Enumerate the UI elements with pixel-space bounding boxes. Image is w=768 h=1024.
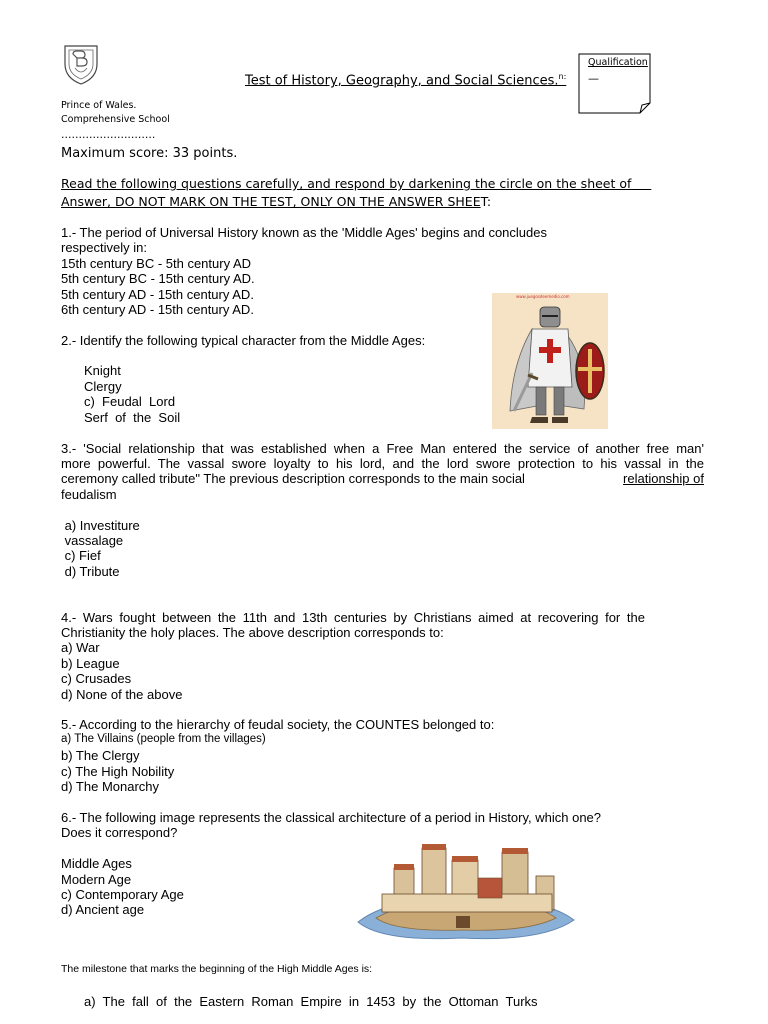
q1-stem-line1: 1.- The period of Universal History known as the 'Middle Ages' begins and concludes (61, 225, 547, 240)
q3-line2: more powerful. The vassal swore loyalty to his lord, and the lord swore protection to his vassal in the (61, 456, 704, 471)
q3-option-c: c) Fief (61, 548, 101, 563)
q4-option-b: b) League (61, 656, 120, 671)
q4-line1: 4.- Wars fought between the 11th and 13th centuries by Christians aimed at recovering for the (61, 610, 645, 625)
knight-image-caption: www.juegosdeemedio.com (516, 294, 570, 299)
q2-stem: 2.- Identify the following typical character from the Middle Ages: (61, 333, 426, 348)
q6-option-d: d) Ancient age (61, 902, 145, 917)
q2-option-a: Knight (84, 363, 121, 378)
q3-line3 (61, 471, 704, 487)
q3-option-a: a) Investiture (61, 518, 140, 533)
school-crest-icon (60, 42, 102, 86)
q6-line2: Does it correspond? (61, 825, 178, 840)
q2-option-d: Serf of the Soil (84, 410, 181, 425)
q1-option-d: 6th century AD - 15th century AD. (61, 302, 254, 317)
q3-line4: feudalism (61, 487, 117, 502)
test-title-sup: n: (558, 72, 567, 81)
q6-option-c: c) Contemporary Age (61, 887, 184, 902)
q5-option-b: b) The Clergy (61, 748, 140, 763)
qualification-value: — (588, 72, 599, 85)
q5-option-c: c) The High Nobility (61, 764, 175, 779)
q1-option-b: 5th century BC - 15th century AD. (61, 271, 255, 286)
q4-option-a: a) War (61, 640, 100, 655)
q6-line1: 6.- The following image represents the classical architecture of a period in History, which one? (61, 810, 602, 825)
school-name-line2: Comprehensive School (61, 114, 170, 125)
castle-image (352, 838, 578, 942)
instructions-line2-end: T: (480, 194, 492, 209)
q4-option-d: d) None of the above (61, 687, 183, 702)
q4-option-c: c) Crusades (61, 671, 132, 686)
q3-line1: 3.- 'Social relationship that was established when a Free Man entered the service of another free man' (61, 441, 704, 456)
q3-option-d: d) Tribute (61, 564, 120, 579)
q6-option-b: Modern Age (61, 872, 132, 887)
qualification-box (578, 53, 652, 114)
name-dots: ........................... (61, 128, 156, 141)
q7-option-a: a) The fall of the Eastern Roman Empire in 1453 by the Ottoman Turks (84, 994, 538, 1009)
q6-option-a: Middle Ages (61, 856, 132, 871)
q1-option-a: 15th century BC - 5th century AD (61, 256, 252, 271)
school-name-line1: Prince of Wales. (61, 100, 137, 111)
knight-image (492, 293, 608, 429)
q5-option-d: d) The Monarchy (61, 779, 160, 794)
q3-line3-underlined: relationship of (623, 471, 704, 486)
qualification-label: Qualification (588, 57, 648, 68)
q1-option-c: 5th century AD - 15th century AD. (61, 287, 254, 302)
q2-option-c: c) Feudal Lord (84, 394, 176, 409)
instructions-line1-text: Read the following questions carefully, and respond by darkening the circle on the sheet of (61, 176, 632, 191)
q7-stem: The milestone that marks the beginning of the High Middle Ages is: (61, 963, 373, 975)
q1-stem-line2: respectively in: (61, 240, 147, 255)
q3-line3-text: ceremony called tribute" The previous description corresponds to the main social (61, 471, 525, 486)
test-title-text: Test of History, Geography, and Social Sciences. (245, 73, 559, 89)
q5-stem: 5.- According to the hierarchy of feudal society, the COUNTES belonged to: (61, 717, 495, 732)
max-score: Maximum score: 33 points. (61, 146, 238, 161)
q4-line2: Christianity the holy places. The above description corresponds to: (61, 625, 444, 640)
test-title (245, 72, 566, 88)
instructions-line2 (61, 194, 491, 209)
q2-option-b: Clergy (84, 379, 122, 394)
instructions-line1 (61, 176, 704, 191)
instructions-line2-underlined: Answer, DO NOT MARK ON THE TEST, ONLY ON THE ANSWER SHEE (61, 194, 481, 209)
q3-option-b: vassalage (61, 533, 124, 548)
q5-option-a: a) The Villains (people from the villages) (61, 733, 266, 745)
